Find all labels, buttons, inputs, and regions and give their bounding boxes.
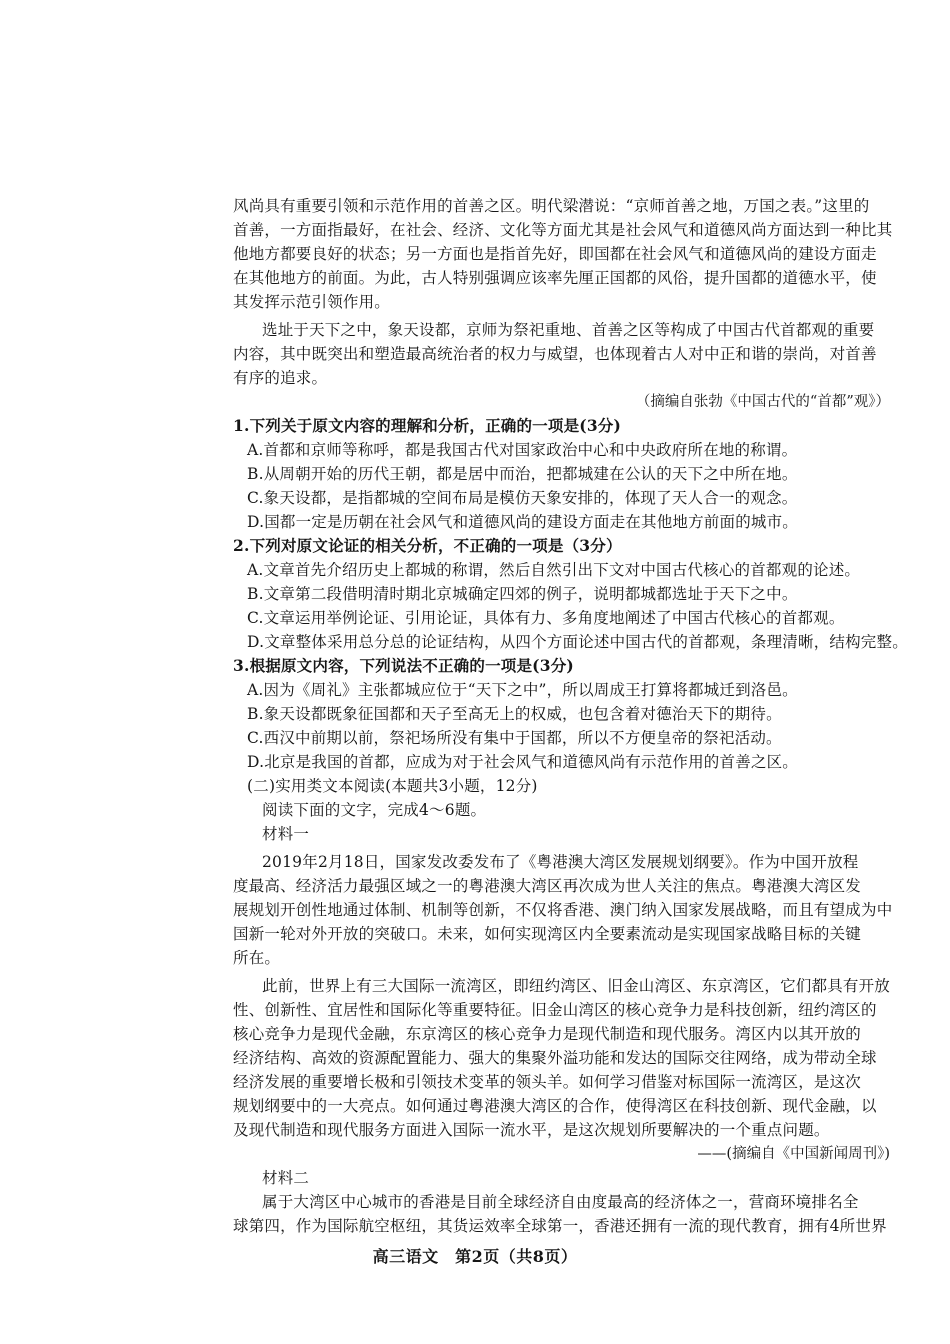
question-option: C.文章运用举例论证、引用论证，具体有力、多角度地阐述了中国古代核心的首都观。	[247, 609, 845, 627]
question-option: C.象天设都，是指都城的空间布局是模仿天象安排的，体现了天人合一的观念。	[247, 489, 798, 507]
question-option: B.文章第二段借明清时期北京城确定四郊的例子，说明都城都选址于天下之中。	[247, 585, 798, 603]
material1-source: ——(摘编自《中国新闻周刊》)	[697, 1146, 890, 1162]
question-option: D.国都一定是历朝在社会风气和道德风尚的建设方面走在其他地方前面的城市。	[247, 513, 799, 531]
passage1-line: 首善，一方面指最好，在社会、经济、文化等方面尤其是社会风气和道德风尚方面达到一种比其	[233, 221, 893, 239]
material2-line: 球第四，作为国际航空枢纽，其货运效率全球第一，香港还拥有一流的现代教育，拥有4所世界	[233, 1217, 887, 1235]
material1-line: 此前，世界上有三大国际一流湾区，即纽约湾区、旧金山湾区、东京湾区，它们都具有开放	[262, 977, 891, 995]
material1-line: 核心竞争力是现代金融，东京湾区的核心竞争力是现代制造和现代服务。湾区内以其开放的	[233, 1025, 862, 1043]
question-option: C.西汉中前期以前，祭祀场所没有集中于国都，所以不方便皇帝的祭祀活动。	[247, 729, 782, 747]
passage1-line: 其发挥示范引领作用。	[233, 293, 391, 311]
material1-line: 规划纲要中的一大亮点。如何通过粤港澳大湾区的合作，使得湾区在科技创新、现代金融，以	[233, 1097, 877, 1115]
material1-line: 展规划开创性地通过体制、机制等创新，不仅将香港、澳门纳入国家发展战略，而且有望成为中	[233, 901, 893, 919]
material1-line: 经济发展的重要增长极和引领技术变革的领头羊。如何学习借鉴对标国际一流湾区，是这次	[233, 1073, 862, 1091]
material-label: 材料二	[262, 1169, 310, 1187]
passage1-line: 在其他地方的前面。为此，古人特别强调应该率先厘正国都的风俗，提升国都的道德水平，使	[233, 269, 877, 287]
material1-line: 性、创新性、宜居性和国际化等重要特征。旧金山湾区的核心竞争力是科技创新，纽约湾区的	[233, 1001, 877, 1019]
passage1-source: （摘编自张勃《中国古代的“首都”观》）	[635, 394, 890, 410]
section-instruction: 阅读下面的文字，完成4～6题。	[262, 801, 487, 819]
material1-line: 所在。	[233, 949, 281, 967]
passage1-line: 风尚具有重要引领和示范作用的首善之区。明代梁潜说：“京师首善之地，万国之表。”这里的	[233, 197, 870, 215]
question-option: B.从周朝开始的历代王朝，都是居中而治，把都城建在公认的天下之中所在地。	[247, 465, 798, 483]
question-stem: 3.根据原文内容，下列说法不正确的一项是(3分)	[233, 656, 574, 675]
section-heading: (二)实用类文本阅读(本题共3小题，12分)	[247, 777, 538, 795]
question-stem: 1.下列关于原文内容的理解和分析，正确的一项是(3分)	[233, 416, 622, 435]
question-option: B.象天设都既象征国都和天子至高无上的权威，也包含着对德治天下的期待。	[247, 705, 782, 723]
passage1-line: 他地方都要良好的状态；另一方面也是指首先好，即国都在社会风气和道德风尚的建设方面走	[233, 245, 877, 263]
material1-line: 国新一轮对外开放的突破口。未来，如何实现湾区内全要素流动是实现国家战略目标的关键	[233, 925, 862, 943]
passage1-line: 选址于天下之中，象天设都，京师为祭祀重地、首善之区等构成了中国古代首都观的重要	[262, 321, 875, 339]
question-stem: 2.下列对原文论证的相关分析，不正确的一项是（3分）	[233, 536, 622, 555]
material1-line: 及现代制造和现代服务方面进入国际一流水平，是这次规划所要解决的一个重点问题。	[233, 1121, 830, 1139]
question-option: A.因为《周礼》主张都城应位于“天下之中”，所以周成王打算将都城迁到洛邑。	[247, 681, 798, 699]
material-label: 材料一	[262, 825, 310, 843]
passage1-line: 有序的追求。	[233, 369, 328, 387]
question-option: A.首都和京师等称呼，都是我国古代对国家政治中心和中央政府所在地的称谓。	[247, 441, 798, 459]
question-option: A.文章首先介绍历史上都城的称谓，然后自然引出下文对中国古代核心的首都观的论述。	[247, 561, 861, 579]
material1-line: 2019年2月18日，国家发改委发布了《粤港澳大湾区发展规划纲要》。作为中国开放程	[262, 853, 859, 871]
page-footer: 高三语文 第2页（共8页）	[372, 1247, 578, 1266]
question-option: D.文章整体采用总分总的论证结构，从四个方面论述中国古代的首都观，条理清晰，结构完整。	[247, 633, 908, 651]
material1-line: 经济结构、高效的资源配置能力、强大的集聚外溢功能和发达的国际交往网络，成为带动全球	[233, 1049, 877, 1067]
passage1-line: 内容，其中既突出和塑造最高统治者的权力与威望，也体现着古人对中正和谐的崇尚，对首善	[233, 345, 877, 363]
question-option: D.北京是我国的首都，应成为对于社会风气和道德风尚有示范作用的首善之区。	[247, 753, 799, 771]
material2-line: 属于大湾区中心城市的香港是目前全球经济自由度最高的经济体之一，营商环境排名全	[262, 1193, 859, 1211]
material1-line: 度最高、经济活力最强区域之一的粤港澳大湾区再次成为世人关注的焦点。粤港澳大湾区发	[233, 877, 862, 895]
